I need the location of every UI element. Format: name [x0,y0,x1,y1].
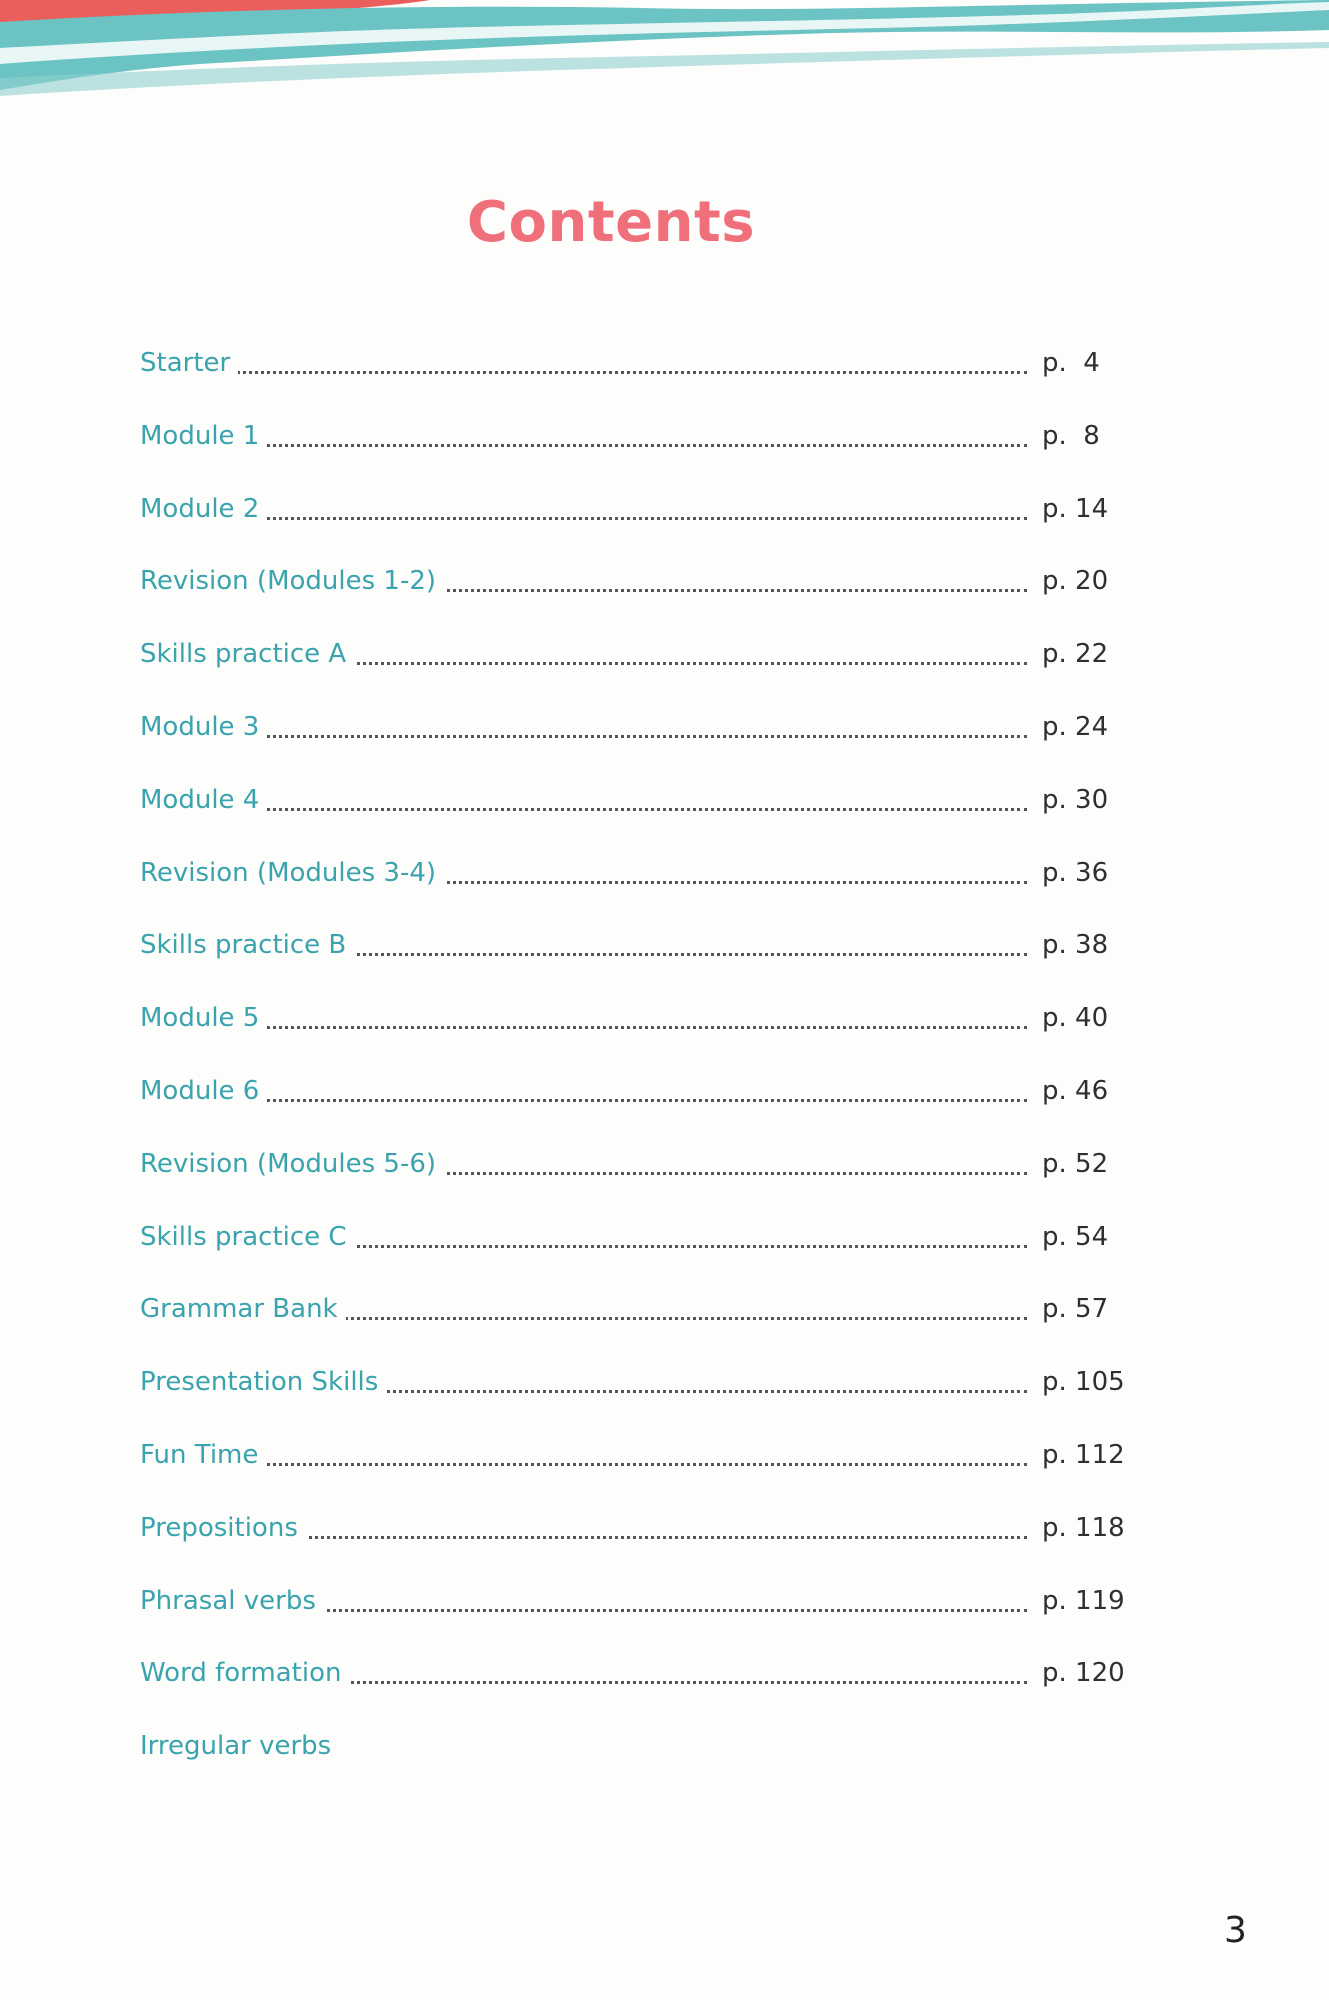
page-number: 3 [1224,1910,1247,1951]
toc-entry-label: Phrasal verbs [140,1586,324,1616]
toc-entry [140,558,1140,631]
toc-entry-page: p. 4 [1042,348,1100,378]
toc-entry [140,922,1140,995]
toc-entry-page: p. 46 [1042,1075,1109,1106]
toc-entry [140,1650,1140,1723]
toc-entry-label: Module 4 [140,785,267,815]
toc-entry [140,1723,1140,1796]
toc-entry [140,340,1140,413]
toc-entry-page: p. 24 [1042,711,1109,742]
toc-entry-page: p. 30 [1042,784,1109,815]
toc-entry [140,777,1140,850]
toc-entry [140,1286,1140,1359]
toc-entry [140,1359,1140,1432]
toc-entry-page: p. 40 [1042,1003,1109,1034]
toc-entry [140,850,1140,923]
toc-entry [140,413,1140,486]
toc-entry [140,1578,1140,1651]
toc-entry-label: Grammar Bank [140,1294,346,1324]
toc-entry-label: Module 1 [140,421,267,451]
toc-entry-label: Module 6 [140,1076,267,1106]
dot-leader [140,1463,1027,1466]
toc-entry-label: Prepositions [140,1513,306,1543]
toc-entry [140,1068,1140,1141]
toc-entry-page: p. 118 [1042,1512,1125,1543]
toc-entry [140,631,1140,704]
toc-entry-page: p. 36 [1042,857,1109,888]
dot-leader [140,1099,1027,1102]
toc-entry [140,1141,1140,1214]
toc-entry-page: p. 112 [1042,1439,1125,1470]
toc-entry-page: p. 52 [1042,1148,1109,1179]
toc-entry-label: Fun Time [140,1440,266,1470]
toc-entry-page: p. 120 [1042,1658,1125,1689]
toc-entry-label: Revision (Modules 5-6) [140,1149,444,1179]
dot-leader [140,371,1027,374]
toc-entry-label: Starter [140,348,238,378]
toc-entry [140,995,1140,1068]
header-wave-decoration [0,0,1329,110]
dot-leader [140,1026,1027,1029]
toc-entry [140,486,1140,559]
dot-leader [140,735,1027,738]
toc-entry-page: p. 8 [1042,420,1100,451]
dot-leader [140,808,1027,811]
toc-entry-label: Module 5 [140,1003,267,1033]
toc-entry-page: p. 20 [1042,566,1109,597]
toc-entry-label: Module 2 [140,494,267,524]
toc-entry-label: Revision (Modules 1-2) [140,566,444,596]
toc-entry-page: p. 119 [1042,1585,1125,1616]
toc-entry-page: p. 105 [1042,1367,1125,1398]
dot-leader [140,517,1027,520]
toc-entry-label: Irregular verbs [140,1731,339,1761]
toc-entry [140,1214,1140,1287]
toc-entry [140,704,1140,777]
toc-entry-label: Skills practice C [140,1222,355,1252]
toc-entry-label: Word formation [140,1658,349,1688]
toc-entry-label: Skills practice B [140,930,354,960]
toc-entry [140,1432,1140,1505]
toc-entry-label: Module 3 [140,712,267,742]
toc-entry-label: Revision (Modules 3-4) [140,858,444,888]
toc-entry-page: p. 54 [1042,1221,1109,1252]
toc-entry-page: p. 14 [1042,493,1109,524]
page-title: Contents [466,190,756,255]
toc-entry-page: p. 22 [1042,639,1109,670]
toc-entry-label: Skills practice A [140,639,354,669]
toc-entry [140,1505,1140,1578]
table-of-contents [140,340,1140,1796]
dot-leader [140,444,1027,447]
toc-entry-page: p. 57 [1042,1294,1109,1325]
toc-entry-page: p. 38 [1042,930,1109,961]
toc-entry-label: Presentation Skills [140,1367,386,1397]
